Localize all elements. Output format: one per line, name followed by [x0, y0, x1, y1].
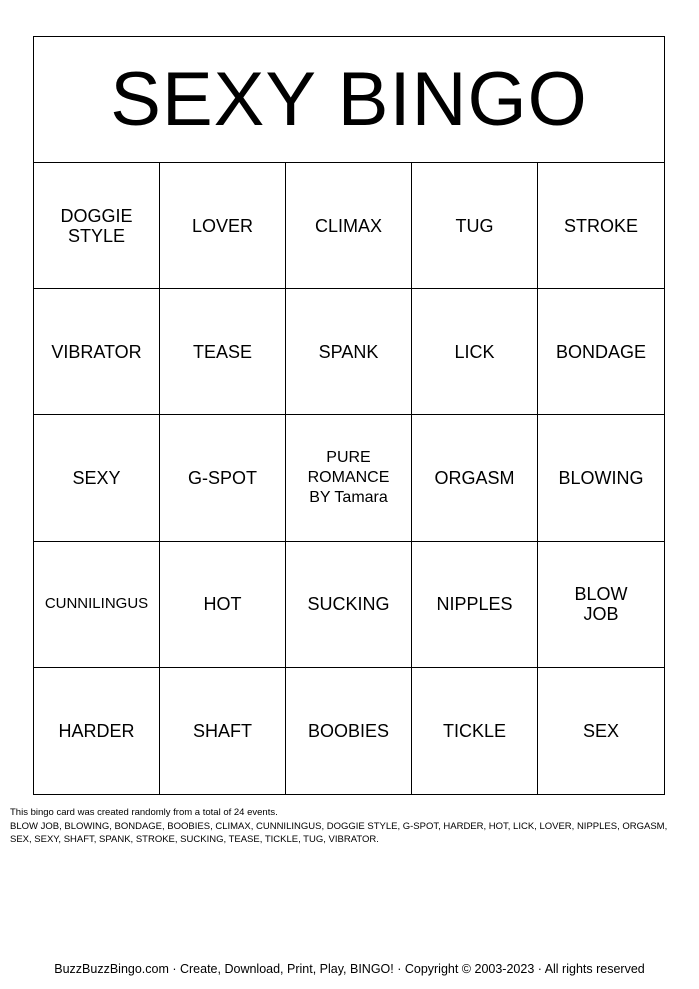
bingo-cell-4-2: HOT	[160, 542, 286, 668]
bingo-grid	[34, 163, 664, 794]
bingo-cell-4-5: BLOW JOB	[538, 542, 664, 668]
bingo-cell-free-center: PURE ROMANCE BY Tamara	[286, 415, 412, 541]
bingo-cell-2-5: BONDAGE	[538, 289, 664, 415]
bingo-cell-2-4: LICK	[412, 289, 538, 415]
card-info-note	[10, 806, 690, 847]
bingo-cell-5-1: HARDER	[34, 668, 160, 794]
bingo-cell-1-3: CLIMAX	[286, 163, 412, 289]
bingo-cell-5-3: BOOBIES	[286, 668, 412, 794]
bingo-cell-5-2: SHAFT	[160, 668, 286, 794]
card-title: SEXY BINGO	[34, 37, 664, 163]
page-footer: BuzzBuzzBingo.com · Create, Download, Print, Play, BINGO! · Copyright © 2003-2023 · All rights reserved	[54, 962, 645, 976]
bingo-cell-1-2: LOVER	[160, 163, 286, 289]
bingo-card	[33, 36, 665, 795]
bingo-cell-3-4: ORGASM	[412, 415, 538, 541]
bingo-cell-2-1: VIBRATOR	[34, 289, 160, 415]
card-info-summary: This bingo card was created randomly from a total of 24 events.	[10, 807, 278, 818]
bingo-cell-2-3: SPANK	[286, 289, 412, 415]
bingo-cell-5-4: TICKLE	[412, 668, 538, 794]
bingo-cell-4-4: NIPPLES	[412, 542, 538, 668]
bingo-cell-5-5: SEX	[582, 720, 620, 741]
bingo-cell-2-2: TEASE	[160, 289, 286, 415]
bingo-cell-3-5: BLOWING	[538, 415, 664, 541]
bingo-cell-4-3: SUCKING	[286, 542, 412, 668]
card-info-event-list: BLOW JOB, BLOWING, BONDAGE, BOOBIES, CLIMAX, CUNNILINGUS, DOGGIE STYLE, G-SPOT, HARDER, HOT, LICK, LOVER, NIPPLES, ORGASM, SEX, SEXY, SHAFT, SPANK, STROKE, SUCKING, TEASE, TICKLE, TUG, VIBRATOR.	[10, 820, 668, 845]
bingo-cell-3-1: SEXY	[34, 415, 160, 541]
bingo-cell-1-5: STROKE	[538, 163, 664, 289]
bingo-cell-1-4: TUG	[412, 163, 538, 289]
bingo-cell-1-1: DOGGIE STYLE	[34, 163, 160, 289]
bingo-cell-3-2: G-SPOT	[160, 415, 286, 541]
bingo-cell-4-1: CUNNILINGUS	[34, 542, 160, 668]
